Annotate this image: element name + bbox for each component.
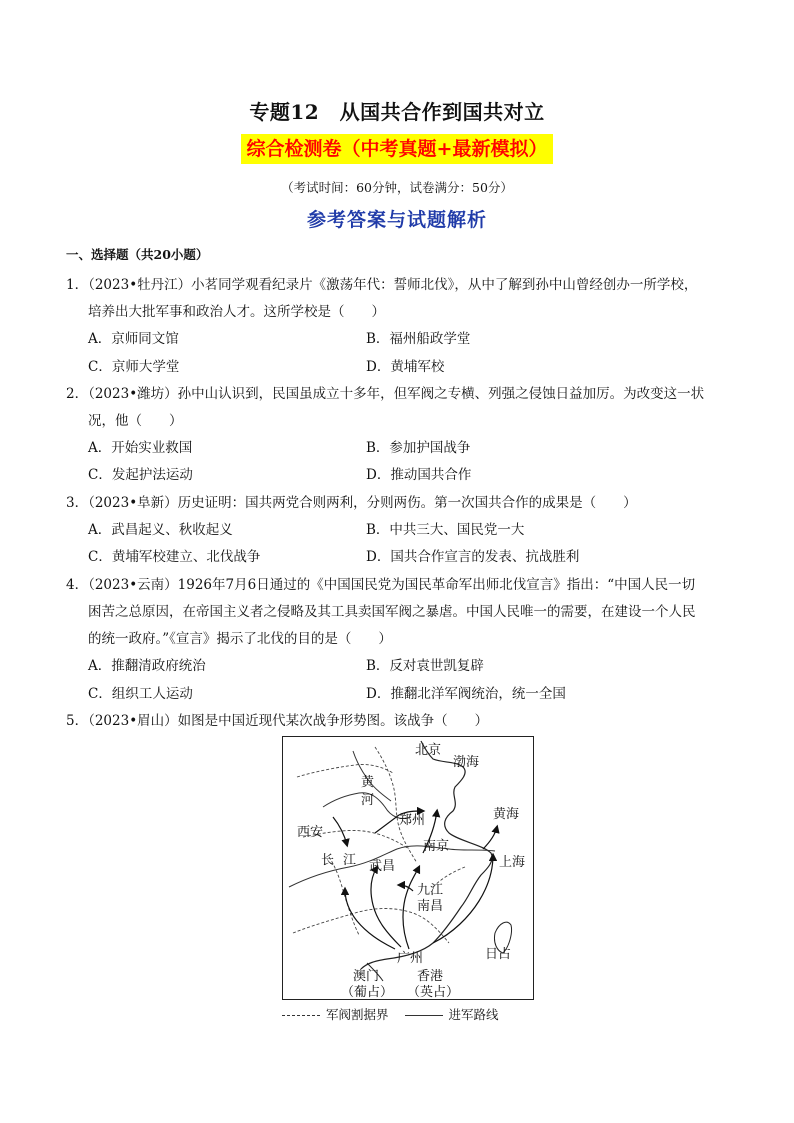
map-label-jiang: 江 (343, 853, 357, 868)
question-2-option-b: B．参加护国战争 (366, 440, 471, 456)
boundary-line (329, 857, 359, 935)
question-4-line-2: 困苦之总原因，在帝国主义者之侵略及其工具卖国军阀之暴虐。中国人民唯一的需要，在建设一个人民 (88, 604, 696, 620)
route-arrow (483, 827, 497, 849)
route-arrow (399, 885, 413, 891)
legend-boundary-label: 军阀割据界 (326, 1007, 389, 1022)
question-1-line-2: 培养出大批军事和政治人才。这所学校是（ ） (88, 304, 385, 320)
question-4-line-1: 4．（2023•云南）1926年7月6日通过的《中国国民党为国民革命军出师北伐宣言》指出：“中国人民一切 (66, 577, 696, 593)
map-label-nanjing: 南京 (423, 839, 450, 854)
section-heading: 一、选择题（共20小题） (66, 247, 209, 262)
question-4-option-b: B．反对袁世凯复辟 (366, 658, 484, 674)
question-2-option-a: A．开始实业救国 (88, 440, 193, 456)
map-label-wuchang: 武昌 (369, 859, 396, 874)
exam-info: （考试时间：60分钟，试卷满分：50分） (281, 180, 513, 195)
boundary-line (297, 764, 393, 777)
map-label-he: 河 (361, 793, 375, 808)
map-label-hongkong-note: （英占） (407, 985, 460, 1000)
map-label-macau: 澳门 (353, 969, 380, 984)
legend-route-label: 进军路线 (448, 1007, 499, 1022)
exam-subtitle: 综合检测卷（中考真题+最新模拟） (241, 134, 554, 164)
map-label-huang: 黄 (361, 775, 375, 790)
question-1-option-b: B．福州船政学堂 (366, 331, 471, 347)
question-3-option-b: B．中共三大、国民党一大 (366, 522, 525, 538)
map-label-jiujiang: 九江 (417, 883, 444, 898)
question-1-option-c: C．京师大学堂 (88, 359, 180, 375)
question-4-option-c: C．组织工人运动 (88, 686, 193, 702)
map-legend (282, 1005, 532, 1023)
answer-title: 参考答案与试题解析 (306, 209, 487, 231)
map-label-rizhan: 日占 (485, 947, 512, 962)
question-2-line-1: 2．（2023•潍坊）孙中山认识到，民国虽成立十多年，但军阀之专横、列强之侵蚀日益加厉。为改变这一状 (66, 386, 705, 402)
question-3-option-d: D．国共合作宣言的发表、抗战胜利 (366, 549, 580, 565)
legend-dashed-line (282, 1015, 320, 1016)
question-5-line-1: 5．（2023•眉山）如图是中国近现代某次战争形势图。该战争（ ） (66, 713, 489, 729)
legend-solid-line (405, 1015, 443, 1016)
map-label-shanghai: 上海 (499, 855, 526, 870)
northern-expedition-map (282, 736, 534, 1000)
question-1-option-d: D．黄埔军校 (366, 359, 445, 375)
map-label-macau-note: （葡占） (341, 985, 394, 1000)
question-2-option-c: C．发起护法运动 (88, 467, 193, 483)
question-2-line-2: 况，他（ ） (88, 413, 183, 429)
subtitle-wrap (0, 134, 794, 164)
map-label-hongkong: 香港 (417, 969, 444, 984)
map-label-zhengzhou: 郑州 (399, 813, 426, 828)
question-4-line-3: 的统一政府。”《宣言》揭示了北伐的目的是（ ） (88, 631, 392, 647)
map-label-bohai: 渤海 (453, 755, 480, 770)
map-label-nanchang: 南昌 (417, 899, 444, 914)
map-label-beijing: 北京 (415, 743, 442, 758)
page-title: 专题12 从国共合作到国共对立 (249, 100, 545, 124)
question-2-option-d: D．推动国共合作 (366, 467, 472, 483)
map-label-chang: 长 (321, 853, 335, 868)
question-4-option-d: D．推翻北洋军阀统治，统一全国 (366, 686, 566, 702)
question-1-line-1: 1．（2023•牡丹江）小茗同学观看纪录片《激荡年代：誓师北伐》，从中了解到孙中山曾经创办一所学校， (66, 277, 698, 293)
question-3-line-1: 3．（2023•阜新）历史证明：国共两党合则两利，分则两伤。第一次国共合作的成果是（ ） (66, 495, 637, 511)
question-3-option-c: C．黄埔军校建立、北伐战争 (88, 549, 261, 565)
question-4-option-a: A．推翻清政府统治 (88, 658, 206, 674)
map-label-huanghai: 黄海 (493, 807, 520, 822)
route-arrow (371, 867, 401, 947)
map-label-xian: 西安 (297, 825, 324, 840)
question-3-option-a: A．武昌起义、秋收起义 (88, 522, 233, 538)
question-1-option-a: A．京师同文馆 (88, 331, 179, 347)
map-label-guangzhou: 广州 (397, 951, 424, 966)
